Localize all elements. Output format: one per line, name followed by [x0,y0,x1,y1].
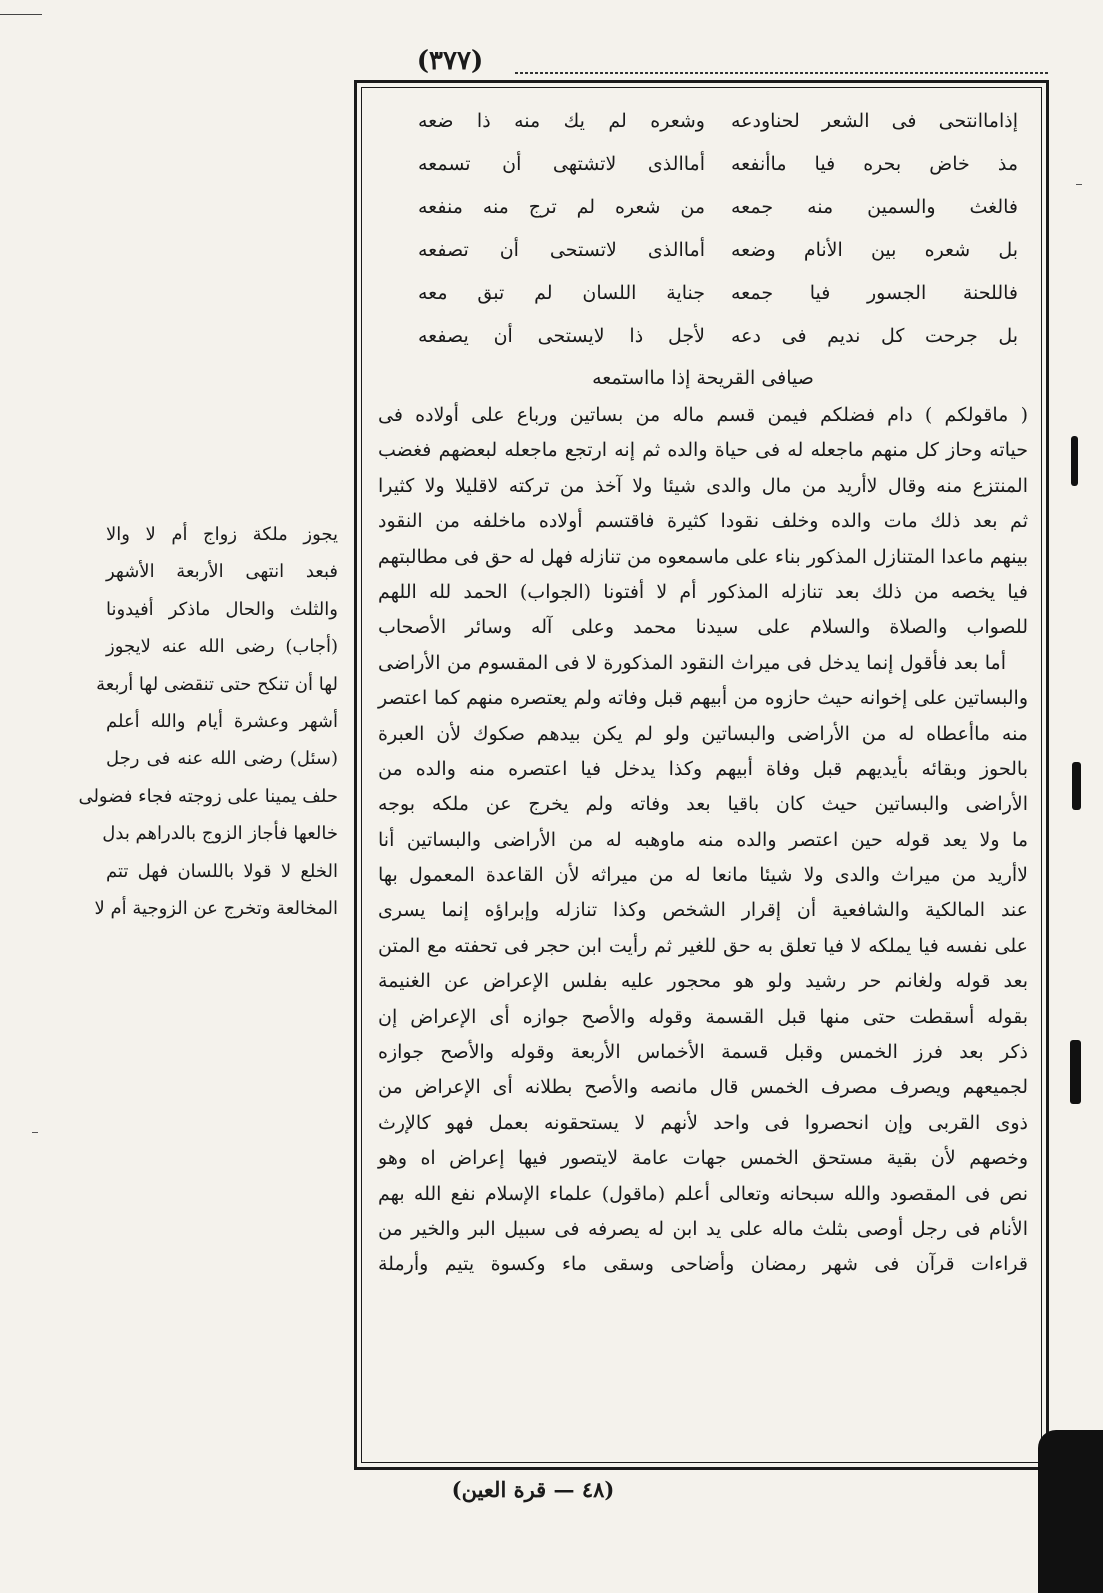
text-line: بقوله أسقطت حتى منها قبل القسمة وقوله والأصح جوازه أى الإعراض إن [378,1005,1028,1028]
text-line: عند المالكية والشافعية أن إقرار الشخص وكذا تنازله وإبراؤه إنما يسرى [378,899,1028,922]
margin-line: فبعد انتهى الأربعة الأشهر [106,561,338,583]
scan-edge-mark [1071,436,1078,486]
verse-left: من شعره لم ترج منه منفعه [418,196,705,218]
scan-edge-mark [1072,762,1081,810]
text-line: حياته وحاز كل منهم ماجعله له فى حياة والده ثم إنه ارتجع ماجعله لبعضهم فغضب [378,439,1028,462]
margin-line: حلف يمينا على زوجته فجاء فضولى [78,785,338,807]
verse-right: بل جرحت كل نديم فى دعه [731,325,1018,347]
text-line: الأنام فى رجل أوصى بثلث ماله على يد ابن له يصرفه فى سبيل البر والخير من [378,1217,1028,1240]
text-line: وخصهم لأن بقية مستحق الخمس جهات عامة لايتصور فيها إعراض اه وهو [378,1147,1028,1170]
margin-line: يجوز ملكة زواج أم لا والا [106,524,338,545]
main-text-block [378,88,1028,1460]
verse-left: لأجل ذا لايستحى أن يصفعه [418,325,705,347]
corner-rule [0,14,42,15]
text-line: للصواب والصلاة والسلام على سيدنا محمد وعلى آله وسائر الأصحاب [378,616,1028,639]
margin-note [78,516,338,927]
text-line: لاأريد من ميراث والدى ولا شيئا مانعا له من ميراثه لأن القاعدة المعمول بها [378,864,1028,887]
text-line: قراءات قرآن فى شهر رمضان وأضاحى وسقى ماء وكسوة يتيم وأرملة [378,1253,1028,1276]
margin-line: خالعها فأجاز الزوج بالدراهم بدل [102,823,338,845]
verse-right: بل شعره بين الأنام وضعه [731,239,1018,261]
text-line: ذكر بعد فرز الخمس وقبل قسمة الأخماس الأربعة وقوله والأصح جوازه [378,1041,1029,1064]
text-line: على نفسه فيا يملكه لا فيا تعلق به حق للغير ثم رأيت ابن حجر فى تحفته مع المتن [378,934,1028,957]
text-line: منه ماأعطاه له من الأراضى والبساتين ولو لم يكن بيدهم صكوك لأن العبرة [378,722,1028,745]
text-line: ثم بعد ذلك مات والده وخلف نقودا كثيرة فاقتسم أولاده ماخلفه من النقود [378,510,1028,533]
margin-line: (أجاب) رضى الله عنه لايجوز [106,636,338,658]
verse-left: أماالذى لاتستحى أن تصفعه [418,239,705,261]
margin-line: والثلث والحال ماذكر أفيدونا [106,598,338,620]
page-number: (٣٧٧) [416,46,484,76]
text-line: بينهم ماعدا المتنازل المذكور بناء على ماسمعوه من تنازله فهل له حق فى مطالبتهم [377,545,1028,568]
text-line: الأراضى والبساتين حيث كان باقيا بعد وفاته ولم يخرج عن ملكه بوجه [378,793,1028,816]
poem [378,88,1028,358]
text-line: المنتزع منه وقال لاأريد من مال والدى شيئا ولا آخذ من تركته لاقليلا ولا كثيرا [378,474,1028,497]
margin-line: المخالعة وتخرج عن الزوجية أم لا [94,897,338,919]
top-dotted-rule [515,72,1050,74]
verse-right: فاللحنة الجسور فيا جمعه [731,282,1018,304]
text-line: لجميعهم ويصرف مصرف الخمس قال مانصه والأصح بطلانه أى الإعراض من [378,1076,1028,1099]
question-paragraph [378,398,1028,646]
text-line: ( ماقولكم ) دام فضلكم فيمن قسم ماله من بساتين ورباع على أولاده فى [378,404,1028,426]
text-line: بالحوز وبقائه بأيديهم قبل وفاة أبيهم وكذا يدخل فيا اعتصره منه والده من [378,757,1028,780]
text-line: والبساتين على إخوانه حيث حازوه من أبيهم قبل وفاته ولم يعتصره منهم كما اعتصر [378,687,1028,710]
answer-paragraph [378,646,1028,1283]
verse-left: جناية اللسان لم تبق معه [418,282,705,304]
side-tick [1076,184,1082,185]
margin-line: لها أن تنكح حتى تنقضى لها أربعة [96,673,338,695]
footer-signature: (٤٨ — قرة العين) [451,1477,615,1502]
scan-corner-shadow [1038,1430,1103,1593]
verse-right: إذاماانتحى فى الشعر لحناودعه [731,110,1018,132]
text-line: فيا يخصه من ذلك بعد تنازله المذكور أم لا أفتونا (الجواب) الحمد لله اللهم [378,580,1028,603]
text-line: ذوى القربى وإن انحصروا فى واحد لأنهم لا يستحقونه بعمل فهو كالإرث [378,1111,1028,1134]
text-line: ما ولا يعد قوله حين اعتصر والده منه ماوهبه له من الأراضى والبساتين أنا [378,828,1028,851]
verse-right: مذ خاض بحره فيا ماأنفعه [731,153,1018,175]
verse-final: صيافى القريحة إذا مااستمعه [592,367,814,389]
verse-left: وشعره لم يك منه ذا ضعه [418,110,705,132]
scan-edge-mark [1070,1040,1081,1104]
margin-line: الخلع لا قولا باللسان فهل تتم [106,860,338,882]
text-line: بعد قوله ولغانم حر رشيد ولو هو محجور عليه بفلس الإعراض عن الغنيمة [378,970,1028,993]
text-line: نص فى المقصود والله سبحانه وتعالى أعلم (ماقول) علماء الإسلام نفع الله بهم [378,1182,1028,1205]
side-tick [32,1132,38,1133]
verse-right: فالغث والسمين منه جمعه [731,196,1018,218]
margin-line: أشهر وعشرة أيام والله أعلم [106,710,338,732]
verse-left: أماالذى لاتشتهى أن تسمعه [418,153,705,175]
margin-line: (سئل) رضى الله عنه فى رجل [106,748,338,770]
text-line: أما بعد فأقول إنما يدخل فى ميراث النقود المذكورة لا فى المقسوم من الأراضى [378,651,1006,674]
